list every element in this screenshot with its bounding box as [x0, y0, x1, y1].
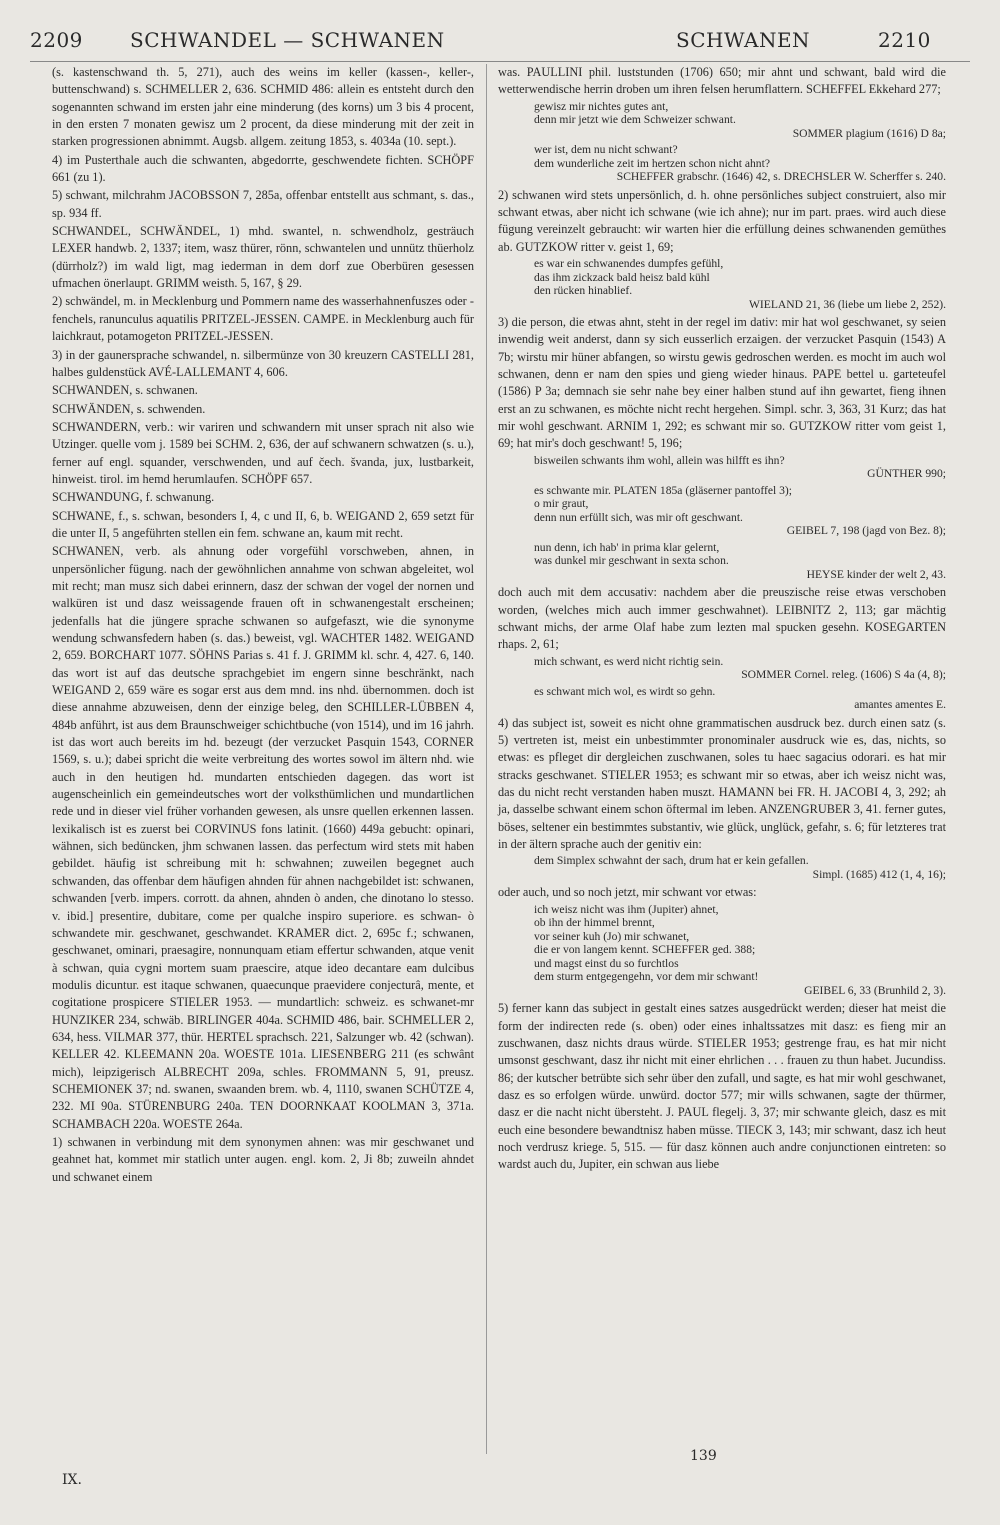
verse-line: mich schwant, es werd nicht richtig sein. [534, 654, 724, 668]
left-paragraph: SCHWANE, f., s. schwan, besonders I, 4, c und II, 6, b. WEIGAND 2, 659 setzt für die unter II, 5 angeführten stellen ein fem. schwane an, kaum mit recht. [52, 508, 474, 540]
right-page-number: 2210 [878, 28, 931, 52]
citation-line: WIELAND 21, 36 (liebe um liebe 2, 252). [748, 297, 946, 311]
verse-line: das ihm zickzack bald heisz bald kühl [534, 270, 710, 284]
page-header [0, 22, 1000, 62]
left-paragraph: SCHWANEN, verb. als ahnung oder vorgefühl vorschweben, ahnen, in unpersönlicher fügung. nach der gewöhnlichen annahme von schwan abgeleitet, wol mit recht; man musz sich dabei erinnern, dasz der schwan der vogel der nornen und walküren ist und dasz weissagende frauen oft in schwanengestalt erscheinen; jedenfalls hat die jüngere sprache schwanen so aufgefaszt, wie die synonyme wendung schwansfedern haben (s. das.) beweist, vgl. WACHTER 1482. WEIGAND 2, 659. BORCHART 1077. SÖHNS Parias s. 41 f. J. GRIMM kl. schr. 4, 427. 6, 140. das wort ist auf das deutsche sprachgebiet im engern sinne beschränkt, nach WEIGAND 2, 659 wäre es sogar erst aus dem mnd. ins nhd. übernommen. doch ist diese annahme abzuweisen, denn der einzige beleg, den SCHILLER-LÜBBEN 4, 484b anführt, ist aus dem Braunschweiger schichtbuche (von 1514), und im 16 jahrh. ist das wort auch bereits im hd. bezeugt (der verzucket Pasquin 1543, CORNER 1569, s. u.); dabei spricht die weite verbreitung des wortes sowol im ältern nhd. wie auch in den heutigen hd. mundarten entschieden dagegen. das wort ist augenscheinlich ein gemeindeutsches wort der volksthümlichen und mundartlichen rede und in dieser viel früher vorhanden gewesen, als unsre quellen erkennen lassen. lexikalisch ist es zuerst bei CORVINUS fons latinit. (1660) 449a gebucht: opinari, wähnen, sich bedüncken, jhm schwanen lassen. das perfectum wird stets mit haben gebildet. häufig ist schreibung mit h: schwahnen; zuweilen begegnet auch schwanden, das offenbar dem häufigen ahnden für ahnen nachgebildet ist: schwanen, schwanden [verb. impers. corrott. da ahnen, ahnden ò anden, che dinotano lo stesso. v. ibid.] presentire, dubitare, come per qualche inspiro superiore. es schwan- ò schwandete mir. geschwanet, geschwandet. KRAMER dict. 2, 695c f.; schwanen, geschwanet, ominari, praesagire, nonnunquam etiam effertur schwanden, atque venit à schwan, quia cygni mortem suam praescire, atque ideo decantare eam dulcibus modulis dicuntur. est itaque schwanen, quaecunque praevidere conjecturâ, mente, et cogitatione prospicere STIELER 1953. — mundartlich: schweiz. es schwanet-mr HUNZIKER 234, schwäb. BIRLINGER 404a. SCHMID 486, bair. SCHMELLER 2, 634, hess. VILMAR 377, thür. HERTEL sprachsch. 221, Salzunger wb. 42 (schwan). KELLER 42. KLEEMANN 20a. WOESTE 101a. LIESENBERG 211 (es schwânt mich), leipzigerisch ALBRECHT 209a, schles. FROMMANN 5, 91, preusz. SCHEMIONEK 37; nd. swanen, swaanden brem. wb. 4, 1110, swanen SCHÜTZE 4, 232. MI 90a. STÜRENBURG 240a. TEN DOORNKAAT KOOLMAN 3, 371a. SCHAMBACH 220a. WOESTE 264a. [52, 544, 474, 1131]
column-divider [486, 64, 487, 1454]
left-paragraph: SCHWÄNDEN, s. schwenden. [52, 401, 206, 416]
left-paragraph: 3) in der gaunersprache schwandel, n. silbermünze von 30 kreuzern CASTELLI 281, halbes guldenstück AVÉ-LALLEMANT 4, 606. [52, 347, 474, 379]
left-paragraph: (s. kastenschwand th. 5, 271), auch des weins im keller (kassen-, keller-, buttenschwand) s. SCHMELLER 2, 636. SCHMID 486: allein es entsteht durch den sogenannten schwand im ersten jahr eine minderung (des korns) um 3 bis 4 procent, in den ersten 7 monaten gewisz um 2 procent, da diese minderung mit der zeit in starken progressionen abnimmt. Augsb. allgem. zeitung 1853, s. 4034a (10. sept.). [52, 65, 474, 149]
left-paragraph: 1) schwanen in verbindung mit dem synonymen ahnen: was mir geschwanet und geahnet hat, kommet mir statlich unter augen. engl. kom. 2, Ji 8b; zuweiln ahndet und schwanet einem [52, 1134, 474, 1184]
right-column [498, 64, 946, 1175]
verse-line: was dunkel mir geschwant in sexta schon. [534, 554, 729, 568]
right-paragraph: 2) schwanen wird stets unpersönlich, d. h. ohne persönliches subject construiert, also mir schwant etwas, aber nicht ich schwane (wie ich ahne); nur im part. praes. wird auch diese fügung vereinzelt gebraucht: wir warten hier die erfüllung deines schwanenden gemüthes ab. GUTZKOW ritter v. geist 1, 69; [498, 187, 946, 254]
verse-line: die er von langem kennt. SCHEFFER ged. 388; [534, 943, 756, 957]
verse-line: wer ist, dem nu nicht schwant? [534, 143, 678, 157]
citation-line: GÜNTHER 990; [867, 467, 946, 481]
sheet-number: 139 [690, 1448, 717, 1464]
verse-line: o mir graut, [534, 497, 589, 511]
left-paragraph: SCHWANDEN, s. schwanen. [52, 383, 198, 398]
right-paragraph: oder auch, und so noch jetzt, mir schwant vor etwas: [498, 885, 757, 900]
verse-line: gewisz mir nichtes gutes ant, [534, 99, 669, 113]
left-paragraph: 5) schwant, milchrahm JACOBSSON 7, 285a, offenbar entstellt aus schmant, s. das., sp. 934 ff. [52, 188, 474, 220]
verse-line: nun denn, ich hab' in prima klar gelernt, [534, 540, 720, 554]
citation-line: SCHEFFER grabschr. (1646) 42, s. DRECHSLER W. Scherffer s. 240. [616, 170, 946, 184]
verse-line: ob ihn der himmel brennt, [534, 916, 655, 930]
citation-line: amantes amentes E. [854, 698, 946, 712]
citation-line: GEIBEL 7, 198 (jagd von Bez. 8); [786, 524, 946, 538]
left-paragraph: 4) im Pusterthale auch die schwanten, abgedorrte, geschwendete fichten. SCHÖPF 661 (zu 1). [52, 152, 474, 185]
left-paragraph: 2) schwändel, m. in Mecklenburg und Pommern name des wasserhahnenfuszes oder -fenchels, ranunculus aquatilis PRITZEL-JESSEN. CAMPE. in Mecklenburg auch für laichkraut, potamogeton PRITZEL-JESSEN. [52, 294, 474, 344]
verse-line: denn mir jetzt wie dem Schweizer schwant. [534, 113, 736, 127]
verse-line: es schwante mir. PLATEN 185a (gläserner pantoffel 3); [534, 483, 792, 497]
volume-signature: IX. [62, 1472, 82, 1488]
right-paragraph: 5) ferner kann das subject in gestalt eines satzes ausgedrückt werden; dieser hat meist die form der indirecten rede (s. oben) oder eines inhaltssatzes mit dasz: es fieng mir an zuschwanen, dasz nichts draus würde. STIELER 1953; gestrenge frau, es hat mir nicht umsonst geschwant, dasz ihr nicht mit einer ehrlichen . . . frauen zu thun habet. Jucundiss. 86; der kutscher betrübte sich sehr über den zufall, und sagte, es hat mir wohl geschwanet, dasz es so erfolgen würde. unwürd. doctor 577; mir wills schwanen, sagte der thürmer, dasz er die nacht nicht übersteht. J. PAUL flegelj. 3, 37; mir schwante gleich, dasz es mit euch eine besondere bewandtnisz haben müsse. TIECK 3, 143; mir schwant, dasz ich heut noch verdrusz kriege. 5, 515. — für dasz können auch andre conjunctionen eintreten: so wardst auch du, Jupiter, ein schwan aus liebe [498, 1001, 946, 1172]
right-running-title: SCHWANEN [676, 28, 811, 52]
right-paragraph: 4) das subject ist, soweit es nicht ohne grammatischen ausdruck bez. durch einen satz (s. 5) vertreten ist, meist ein unbestimmter pronominaler ausdruck wie es, das, nichts, so etwas: es pfleget dir dergleichen zuschwanen, soles tu haec sagacius odorari. es hat mir stracks geschwanet. STIELER 1953; es schwant mir so etwas, aber ich weisz nicht was, das du nicht recht verstanden haben muszt. HAMANN bei FR. H. JACOBI 4, 3, 292; ah ja, dasselbe schwant einem schon öftermal im leben. ANZENGRUBER 3, 41. ferner gutes, böses, seltener ein bestimmtes substantiv, wie glück, unglück, gefahr, s. 6; für letzteres trat in der ältern sprache auch der genitiv ein: [498, 715, 946, 852]
left-running-title: SCHWANDEL — SCHWANEN [130, 28, 445, 52]
citation-line: SOMMER Cornel. releg. (1606) S 4a (4, 8); [741, 668, 946, 682]
verse-line: vor seiner kuh (Jo) mir schwanet, [534, 929, 690, 943]
page-footer [0, 1448, 1000, 1488]
verse-line: dem Simplex schwahnt der sach, drum hat er kein gefallen. [534, 854, 809, 868]
left-paragraph: SCHWANDUNG, f. schwanung. [52, 490, 215, 505]
verse-line: dem sturm entgegengehn, vor dem mir schwant! [534, 970, 759, 984]
citation-line: SOMMER plagium (1616) D 8a; [792, 126, 946, 140]
right-paragraph: doch auch mit dem accusativ: nachdem aber die preuszische reise etwas verschoben worden, (welches mich auch immer geschwahnet). LEIBNITZ 2, 113; gar mächtig schwant michs, der arme Olaf habe zum lezten mal spucken gesehn. KOSEGARTEN rhaps. 2, 61; [498, 585, 946, 652]
verse-line: es war ein schwanendes dumpfes gefühl, [534, 257, 724, 271]
left-paragraph: SCHWANDEL, SCHWÄNDEL, 1) mhd. swantel, n. schwendholz, gesträuch LEXER handwb. 2, 1337; item, wasz thürer, rönn, schwantelen und unnütz thüerholz (dürrholz?) im wald ligt, mag iederman in dem dorf zue Oberbüren gesessen ufmachen önerlaupt. GRIMM weisth. 5, 167, § 29. [52, 224, 474, 291]
left-paragraph: SCHWANDERN, verb.: wir variren und schwandern mit unser sprach nit also wie Utzinger. quelle vom j. 1589 bei SCHM. 2, 636, der auf schwanern schwatzen (s. u.), ferner auf engl. squander, verschwenden, und auf čech. švanda, jux, lustbarkeit, hinweist. tirol. im hemd herumlaufen. SCHÖPF 657. [52, 419, 474, 486]
left-page-number: 2209 [30, 28, 83, 52]
verse-line: ich weisz nicht was ihm (Jupiter) ahnet, [534, 902, 719, 916]
verse-line: den rücken hinablief. [534, 284, 633, 298]
right-paragraph: 3) die person, die etwas ahnt, steht in der regel im dativ: mir hat wol geschwanet, sy seien inwendig weit anderst, dann sy sich eusserlich erzaigen. der verzucket Pasquin (1543) A 7b; wirstu mir hüner abfangen, so wirstu gewis gedroschen werden. es mocht im auch wol schwanen, denn er nam den spies und gieng wieder hinaus. PAPE bettel u. garteteufel (1586) P 3a; demnach sie sehr nahe bey einer halben stund auf ihn gewartet, fieng ihnen erst an zu schwanen, es möchte nicht recht hergehen. Simpl. schr. 3, 363, 31 Kurz; das hat mir wohl geschwant. ARNIM 1, 292; es schwant mir so. GUTZKOW ritter vom geist 1, 69; hat mir's doch geschwant! 5, 196; [498, 315, 946, 451]
citation-line: GEIBEL 6, 33 (Brunhild 2, 3). [804, 983, 946, 997]
verse-line: es schwant mich wol, es wirdt so gehn. [534, 684, 716, 698]
header-rule [30, 61, 970, 62]
citation-line: HEYSE kinder der welt 2, 43. [806, 567, 946, 581]
verse-line: denn nun erfüllt sich, was mir oft geschwant. [534, 510, 743, 524]
left-column [52, 64, 474, 1187]
right-paragraph: was. PAULLINI phil. luststunden (1706) 650; mir ahnt und schwant, bald wird die wetterwendische herrin droben um ihren felsen herumflattern. SCHEFFEL Ekkehard 277; [498, 65, 946, 97]
verse-line: und magst einst du so furchtlos [534, 956, 679, 970]
citation-line: Simpl. (1685) 412 (1, 4, 16); [812, 867, 946, 881]
verse-line: dem wunderliche zeit im hertzen schon nicht ahnt? [534, 156, 770, 170]
verse-line: bisweilen schwants ihm wohl, allein was hilfft es ihn? [534, 453, 785, 467]
